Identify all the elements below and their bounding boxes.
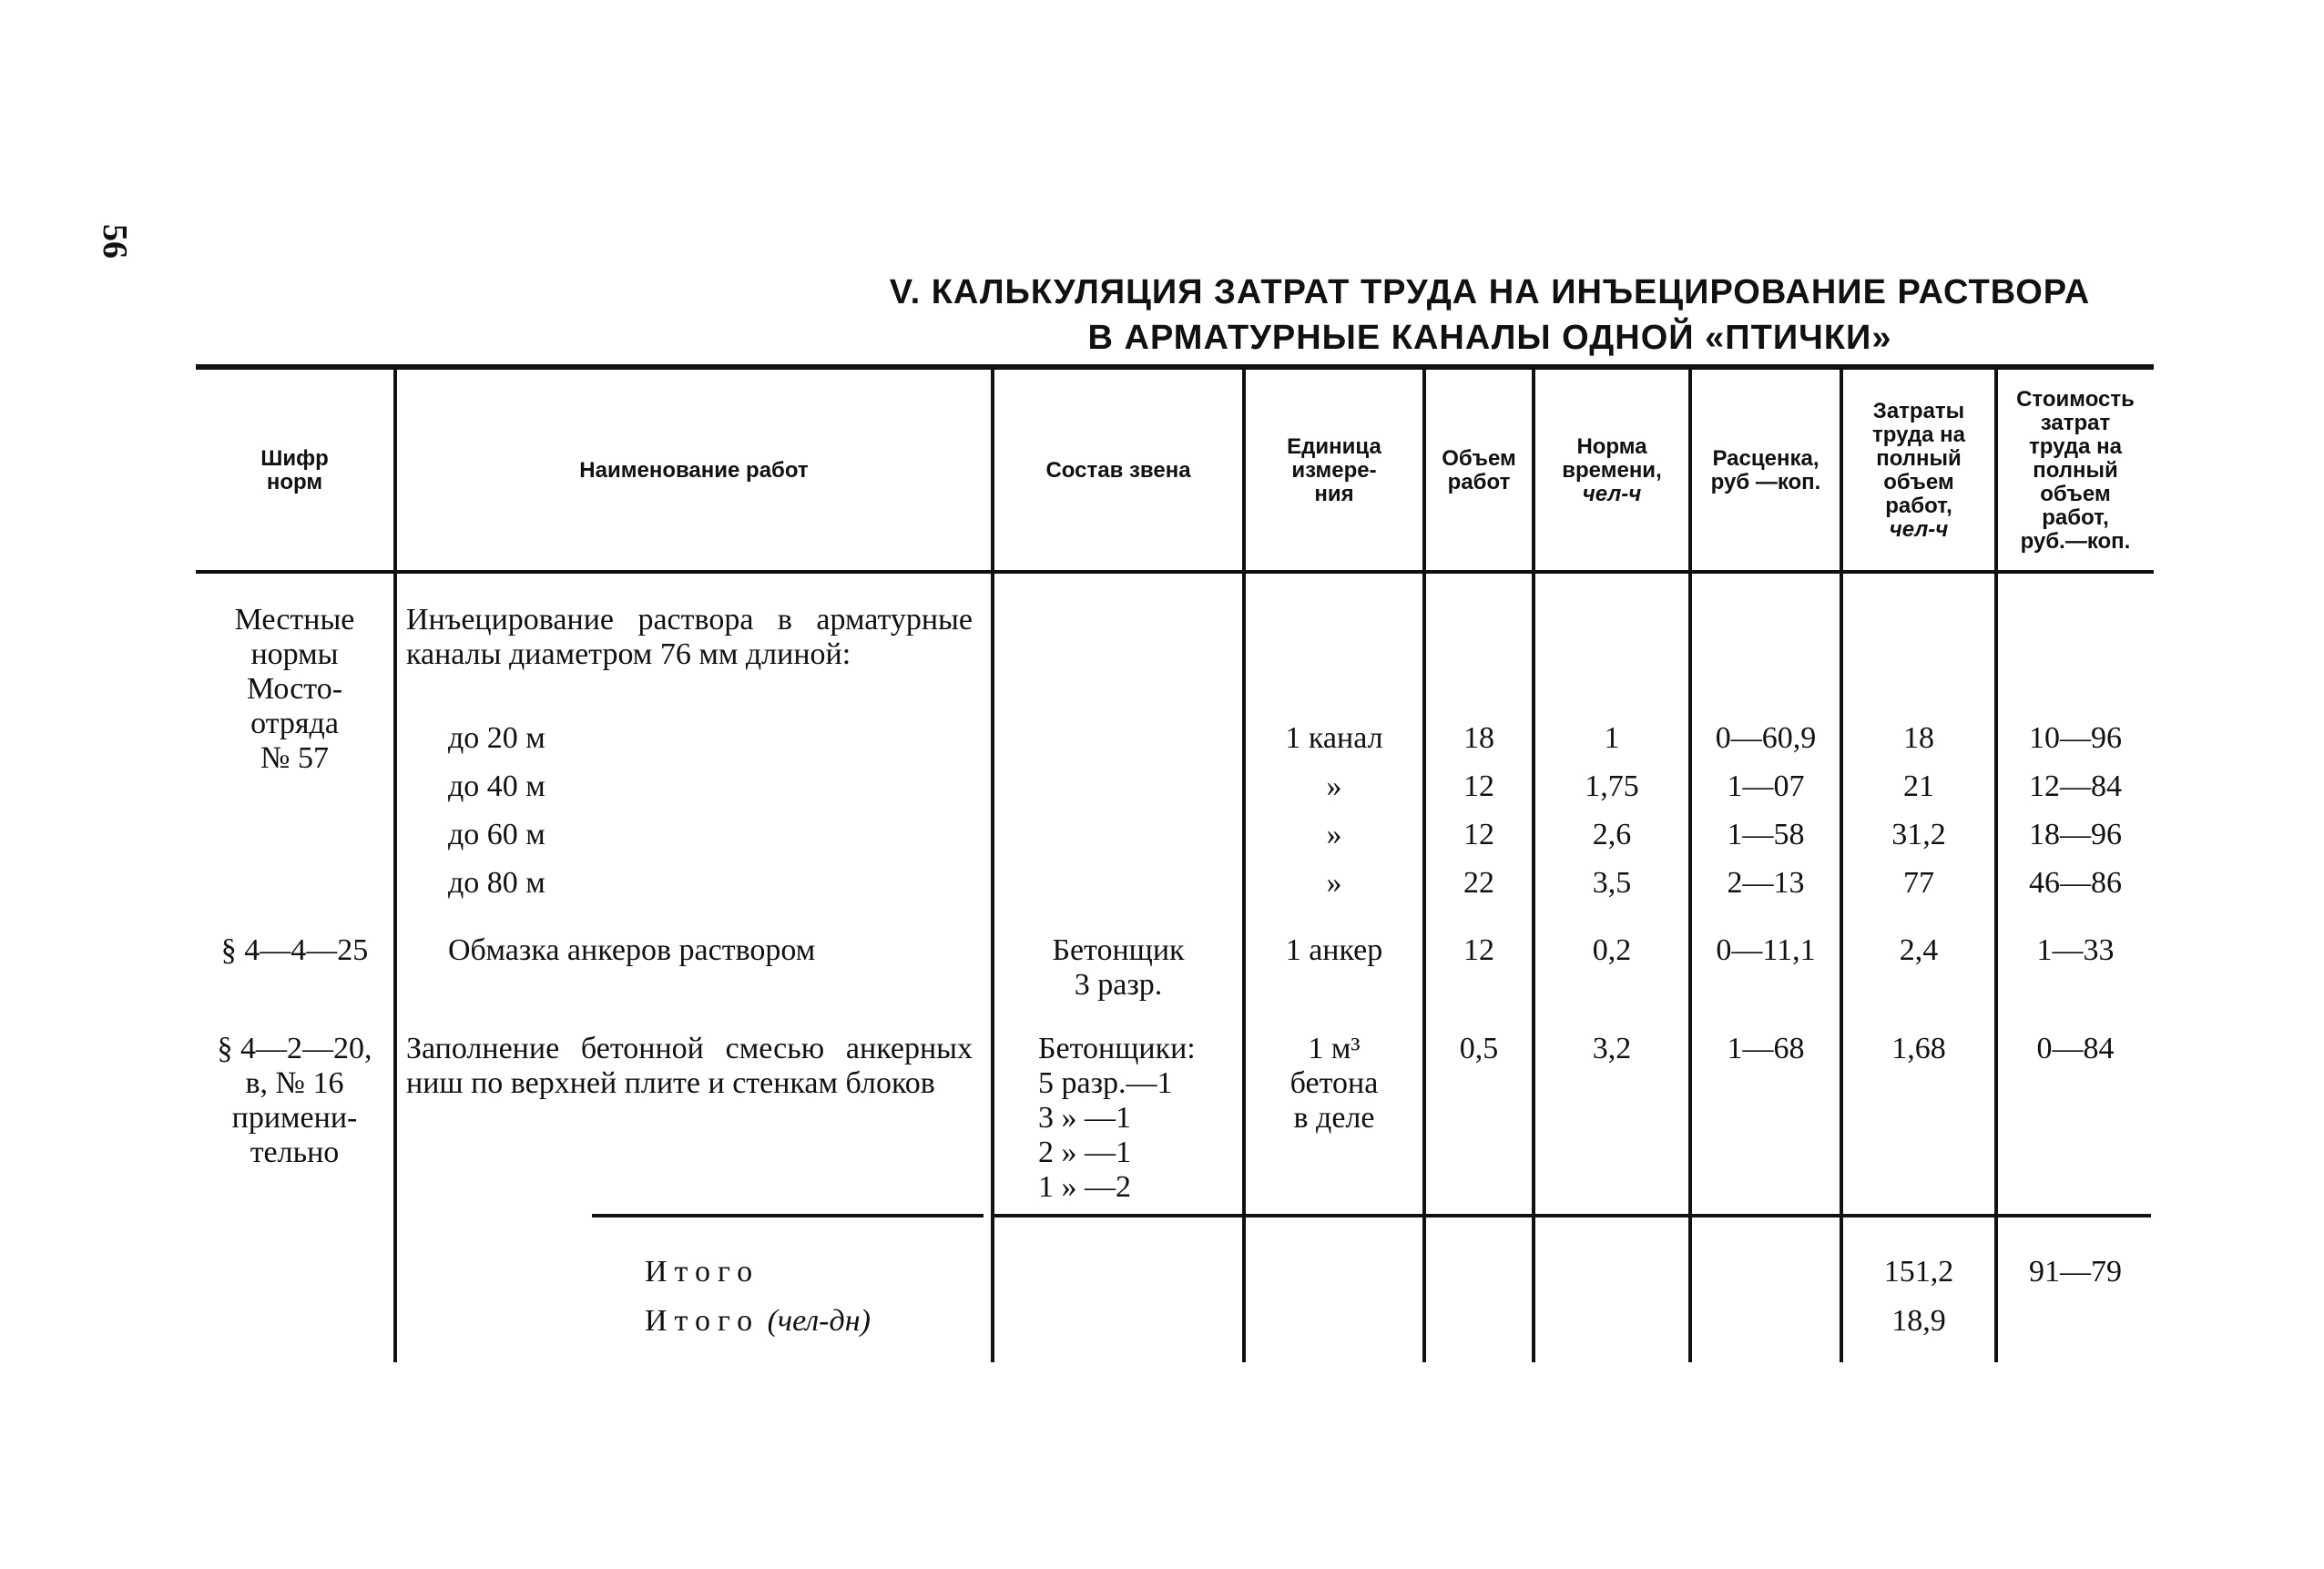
row2-sostav: Бетонщик 3 разр. bbox=[1052, 933, 1185, 1002]
row-labor: 31,2 bbox=[1891, 818, 1946, 851]
row3-norm: 3,2 bbox=[1592, 1032, 1632, 1065]
row-name: до 80 м bbox=[448, 866, 545, 900]
row-unit: » bbox=[1326, 818, 1342, 851]
header-sostav: Состав звена bbox=[1045, 458, 1191, 483]
row-unit: » bbox=[1326, 769, 1342, 803]
header-labor bbox=[1843, 373, 1994, 568]
row-rate: 1—58 bbox=[1727, 818, 1805, 851]
page-number: 56 bbox=[96, 224, 134, 259]
row-norm: 1 bbox=[1604, 721, 1620, 755]
row-norm: 1,75 bbox=[1585, 769, 1639, 803]
row3-shifr: § 4—2—20, в, № 16 примени- тельно bbox=[217, 1032, 372, 1169]
totals-rule-left bbox=[592, 1214, 984, 1218]
header-volume: Объем работ bbox=[1442, 446, 1516, 494]
row-unit: 1 канал bbox=[1285, 721, 1383, 755]
row-volume: 12 bbox=[1463, 769, 1494, 803]
itogo-dn-unit: (чел-дн) bbox=[767, 1304, 871, 1338]
itogo-dn-label: Итого bbox=[645, 1304, 760, 1338]
row-labor: 18 bbox=[1903, 721, 1934, 755]
table-top-rule bbox=[196, 364, 2154, 370]
header-name: Наименование работ bbox=[579, 458, 809, 483]
row2-shifr: § 4—4—25 bbox=[220, 933, 369, 967]
row2-unit: 1 анкер bbox=[1285, 933, 1383, 967]
header-norm-label: Норма времени, bbox=[1562, 434, 1662, 483]
header-norm bbox=[1535, 373, 1688, 568]
row2-labor: 2,4 bbox=[1899, 933, 1939, 967]
row-norm: 3,5 bbox=[1592, 866, 1632, 900]
totals-rule-right bbox=[994, 1214, 2151, 1218]
row3-sostav: Бетонщики: 5 разр.—1 3 » —1 2 » —1 1 » —2 bbox=[1038, 1032, 1196, 1204]
itogo-cost: 91—79 bbox=[2029, 1255, 2122, 1289]
header-unit: Единица измере- ния bbox=[1287, 434, 1381, 506]
header-cost: Стоимость затрат труда на полный объем работ, руб.—коп. bbox=[2016, 387, 2135, 554]
row-labor: 21 bbox=[1903, 769, 1934, 803]
row-unit: » bbox=[1326, 866, 1342, 900]
row3-unit: 1 м³ бетона в деле bbox=[1289, 1032, 1379, 1135]
row-cost: 12—84 bbox=[2029, 769, 2122, 803]
row-cost: 46—86 bbox=[2029, 866, 2122, 900]
row-rate: 0—60,9 bbox=[1715, 721, 1817, 755]
table-title-line1: V. КАЛЬКУЛЯЦИЯ ЗАТРАТ ТРУДА НА ИНЪЕЦИРОВАНИЕ РАСТВОРА bbox=[889, 273, 2091, 311]
row2-volume: 12 bbox=[1463, 933, 1494, 967]
row-name: до 20 м bbox=[448, 721, 545, 755]
row-labor: 77 bbox=[1903, 866, 1934, 900]
row-cost: 10—96 bbox=[2029, 721, 2122, 755]
header-labor-label: Затраты труда на полный объем работ, bbox=[1872, 399, 1965, 518]
section1-intro: Инъецирование раствора в арматурные каналы диаметром 76 мм длиной: bbox=[406, 603, 973, 671]
header-shifr: Шифр норм bbox=[260, 446, 329, 494]
header-rate: Расценка, руб —коп. bbox=[1710, 446, 1821, 494]
row2-rate: 0—11,1 bbox=[1716, 933, 1816, 967]
itogo-dn-labor: 18,9 bbox=[1891, 1304, 1946, 1338]
row-volume: 12 bbox=[1463, 818, 1494, 851]
section1-shifr: Местные нормы Мосто- отряда № 57 bbox=[234, 603, 355, 775]
row-name: до 60 м bbox=[448, 818, 545, 851]
row2-cost: 1—33 bbox=[2036, 933, 2115, 967]
row-rate: 1—07 bbox=[1727, 769, 1805, 803]
row-norm: 2,6 bbox=[1592, 818, 1632, 851]
row-volume: 18 bbox=[1463, 721, 1494, 755]
row3-volume: 0,5 bbox=[1459, 1032, 1499, 1065]
header-labor-unit: чел-ч bbox=[1889, 517, 1949, 542]
row3-labor: 1,68 bbox=[1891, 1032, 1946, 1065]
row2-norm: 0,2 bbox=[1592, 933, 1632, 967]
itogo-label: Итого bbox=[645, 1255, 760, 1289]
table-title-line2: В АРМАТУРНЫЕ КАНАЛЫ ОДНОЙ «ПТИЧКИ» bbox=[1087, 319, 1892, 357]
row-cost: 18—96 bbox=[2029, 818, 2122, 851]
itogo-dn-row bbox=[645, 1304, 991, 1339]
row3-name: Заполнение бетонной смесью анкерных ниш по верхней плите и стенкам блоков bbox=[406, 1032, 973, 1100]
row3-cost: 0—84 bbox=[2036, 1032, 2115, 1065]
row-name: до 40 м bbox=[448, 769, 545, 803]
header-norm-unit: чел-ч bbox=[1582, 482, 1642, 506]
row2-name: Обмазка анкеров раствором bbox=[448, 933, 816, 967]
row-volume: 22 bbox=[1463, 866, 1494, 900]
itogo-labor: 151,2 bbox=[1883, 1255, 1954, 1289]
header-bottom-rule bbox=[196, 570, 2154, 574]
row-rate: 2—13 bbox=[1727, 866, 1805, 900]
row3-rate: 1—68 bbox=[1727, 1032, 1805, 1065]
